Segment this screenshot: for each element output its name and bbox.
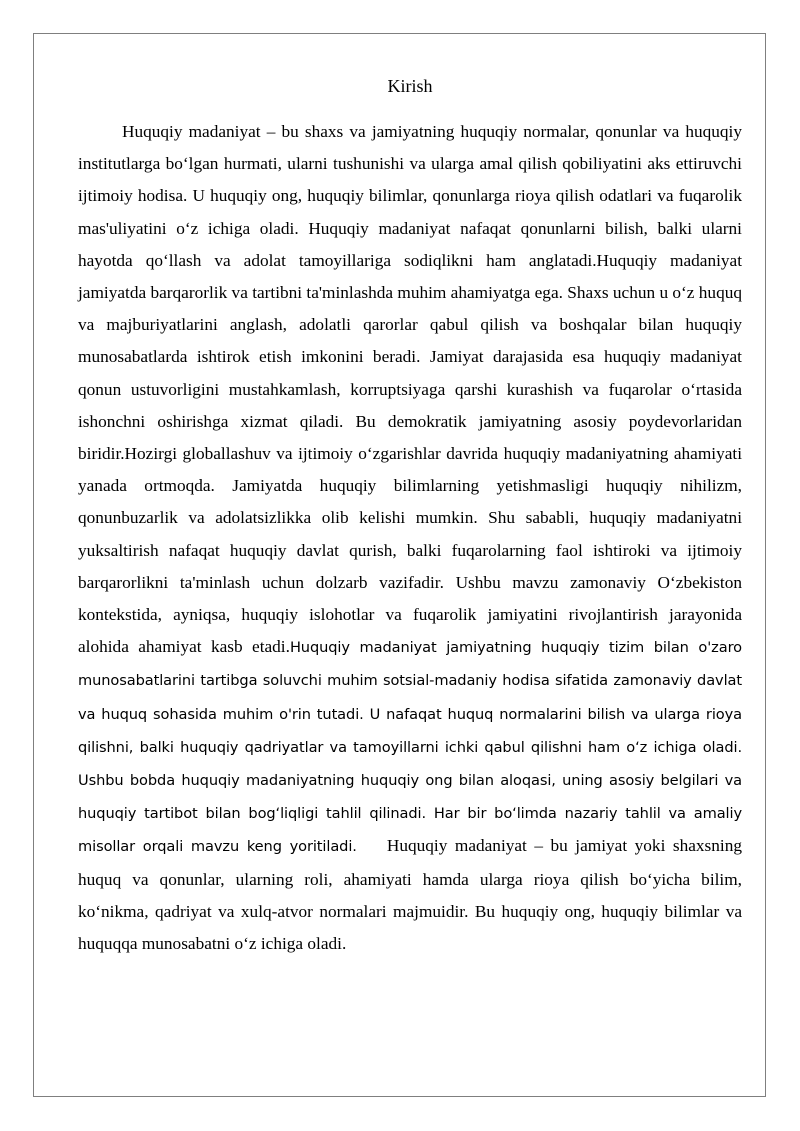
body-paragraph [78,116,747,960]
paragraph-segment-sans: Huquqiy madaniyat jamiyatning huquqiy tizim bilan o'zaro munosabatlarini tartibga soluvchi muhim sotsial-madaniy hodisa sifatida zamonaviy davlat va huquq sohasida muhim o'rin tutadi. U nafaqat huquq normalarini bilish va ularga rioya qilishni, balki huquqiy qadriyatlar va tamoyillarni ichki qabul qilishni ham o‘z ichiga oladi. Ushbu bobda huquqiy madaniyatning huquqiy ong bilan aloqasi, uning asosiy belgilari va huquqiy tartibot bilan bog‘liqligi tahlil qilinadi. Har bir bo‘limda nazariy tahlil va amaliy misollar orqali mavzu keng yoritiladi. [78,639,742,856]
paragraph-segment-serif-2: Huquqiy madaniyat – bu jamiyat yoki shaxsning huquq va qonunlar, ularning roli, ahamiyati hamda ularga rioya qilish bo‘yicha bilim, ko‘nikma, qadriyat va xulq-atvor normalari majmuidir. Bu huquqiy ong, huquqiy bilimlar va huquqqa munosabatni o‘z ichiga oladi. [78,836,747,954]
paragraph-segment-serif-1: Huquqiy madaniyat – bu shaxs va jamiyatning huquqiy normalar, qonunlar va huquqiy institutlarga bo‘lgan hurmati, ularni tushunishi va ularga amal qilish qobiliyatini aks ettiruvchi ijtimoiy hodisa. U huquqiy ong, huquqiy bilimlar, qonunlarga rioya qilish odatlari va fuqarolik mas'uliyatini o‘z ichiga oladi. Huquqiy madaniyat nafaqat qonunlarni bilish, balki ularni hayotda qo‘llash va adolat tamoyillariga sodiqlikni ham anglatadi.Huquqiy madaniyat jamiyatda barqarorlik va tartibni ta'minlashda muhim ahamiyatga ega. Shaxs uchun u o‘z huquq va majburiyatlarini anglash, adolatli qarorlar qabul qilish va boshqalar bilan huquqiy munosabatlarda ishtirok etish imkonini beradi. Jamiyat darajasida esa huquqiy madaniyat qonun ustuvorligini mustahkamlash, korruptsiyaga qarshi kurashish va fuqarolar o‘rtasida ishonchni oshirishga xizmat qiladi. Bu demokratik jamiyatning asosiy poydevorlaridan biridir.Hozirgi globallashuv va ijtimoiy o‘zgarishlar davrida huquqiy madaniyatning ahamiyati yanada ortmoqda. Jamiyatda huquqiy bilimlarning yetishmasligi huquqiy nihilizm, qonunbuzarlik va adolatsizlikka olib kelishi mumkin. Shu sababli, huquqiy madaniyatni yuksaltirish nafaqat huquqiy davlat qurish, balki fuqarolarning faol ishtiroki va ijtimoiy barqarorlikni ta'minlash uchun dolzarb vazifadir. Ushbu mavzu zamonaviy O‘zbekiston kontekstida, ayniqsa, huquqiy islohotlar va fuqarolik jamiyatini rivojlantirish jarayonida alohida ahamiyat kasb etadi. [78,122,742,657]
document-title: Kirish [387,76,433,96]
